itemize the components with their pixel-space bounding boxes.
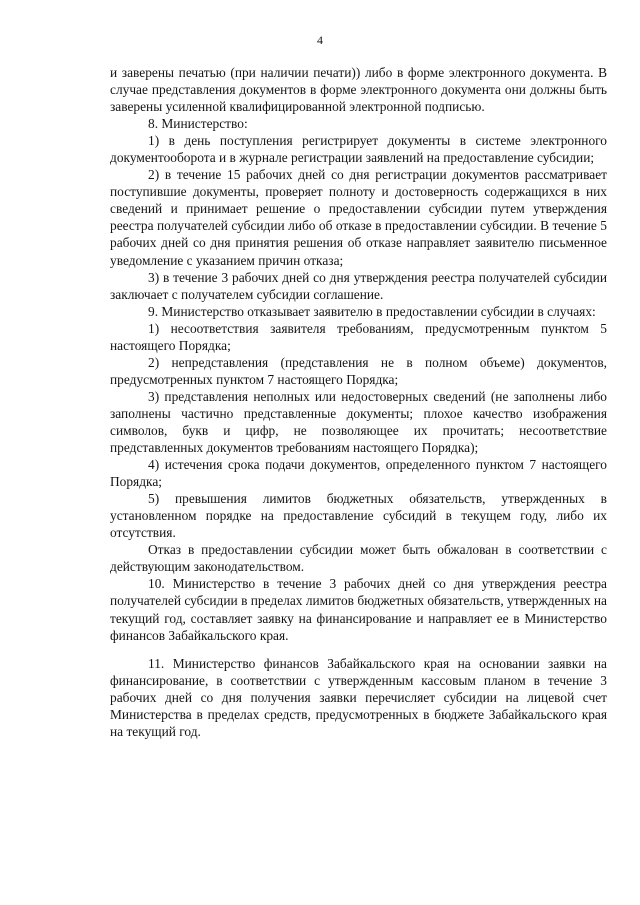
paragraph-item-9-1: 1) несоответствия заявителя требованиям, предусмотренным пунктом 5 настоящего Порядка; bbox=[110, 320, 607, 353]
paragraph-item-9-5: 5) превышения лимитов бюджетных обязательств, утвержденных в установленном порядке на предоставление субсидий в текущем году, либо их отсутствия. bbox=[110, 491, 607, 541]
paragraph-item-8-1: 1) в день поступления регистрирует документы в системе электронного документооборота и в журнале регистрации заявлений на предоставление субсидии; bbox=[110, 133, 607, 166]
paragraph-item-9-heading: 9. Министерство отказывает заявителю в предоставлении субсидии в случаях: bbox=[148, 303, 596, 319]
paragraph-continuation: и заверены печатью (при наличии печати)) либо в форме электронного документа. В случае представления документов в форме электронного документа они должны быть заверены усиленной квалифицированной электронной подписью. bbox=[110, 65, 607, 115]
paragraph-item-9-3: 3) представления неполных или недостоверных сведений (не заполнены либо заполнены частично представленные документы; плохое качество изображения символов, букв и цифр, не позволяющее их прочитать; несоответствие представленных документов требованиям настоящего Порядка); bbox=[110, 388, 607, 456]
paragraph-item-8-3: 3) в течение 3 рабочих дней со дня утверждения реестра получателей субсидии заключает с получателем субсидии соглашение. bbox=[110, 269, 607, 302]
paragraph-item-10: 10. Министерство в течение 3 рабочих дней со дня утверждения реестра получателей субсидии в пределах лимитов бюджетных обязательств, утвержденных на текущий год, составляет заявку на финансирование и направляет ее в Министерство финансов Забайкальского края. bbox=[110, 576, 607, 643]
page-number: 4 bbox=[317, 33, 323, 47]
document-body bbox=[110, 64, 607, 740]
paragraph-item-9-2: 2) непредставления (представления не в полном объеме) документов, предусмотренных пунктом 7 настоящего Порядка; bbox=[110, 354, 607, 387]
paragraph-refusal-appeal: Отказ в предоставлении субсидии может быть обжалован в соответствии с действующим законодательством. bbox=[110, 542, 607, 575]
paragraph-item-8-heading: 8. Министерство: bbox=[148, 116, 248, 132]
paragraph-item-11: 11. Министерство финансов Забайкальского края на основании заявки на финансирование, в соответствии с утвержденным кассовым планом в течение 3 рабочих дней со дня получения заявки перечисляет субсидии на лицевой счет Министерства в пределах средств, предусмотренных в бюджете Забайкальского края на текущий год. bbox=[110, 655, 607, 739]
paragraph-item-9-4: 4) истечения срока подачи документов, определенного пунктом 7 настоящего Порядка; bbox=[110, 457, 607, 490]
paragraph-item-8-2: 2) в течение 15 рабочих дней со дня регистрации документов рассматривает поступившие документы, проверяет полноту и достоверность содержащихся в них сведений и принимает решение о предоставлении субсидии путем утверждения реестра получателей субсидии либо об отказе в предоставлении субсидии. В течение 5 рабочих дней со дня принятия решения об отказе направляет заявителю письменное уведомление с указанием причин отказа; bbox=[110, 167, 607, 268]
